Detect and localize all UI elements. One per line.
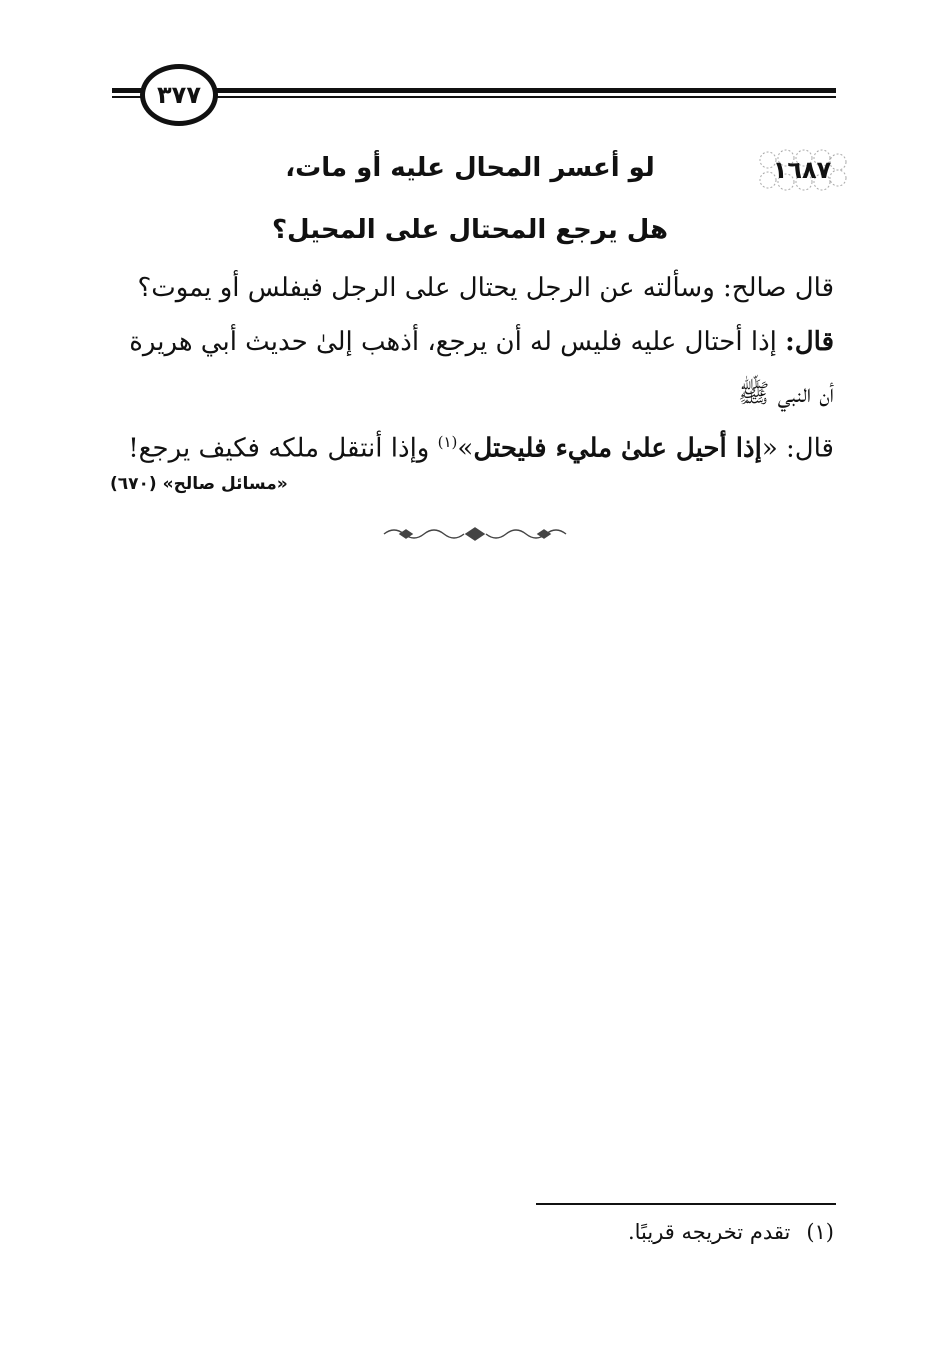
body-line-4-prefix: قال: « — [761, 433, 834, 464]
entry-number: ١٦٨٧ — [772, 156, 832, 184]
body-line-1: قال صالح: وسألته عن الرجل يحتال على الرجل فيفلس أو يموت؟ — [137, 273, 834, 303]
page-number-text: ٣٧٧ — [157, 81, 201, 109]
entry-heading-line-1: لو أعسر المحال عليه أو مات، — [285, 153, 655, 183]
body-line-3: أن النبي ﷺ — [737, 379, 834, 409]
footnote-marker: (١) — [806, 1220, 834, 1244]
footnote-rule — [536, 1203, 836, 1205]
speaker-label: قال: — [785, 327, 834, 357]
divider-ornament-icon — [380, 526, 570, 542]
page-number — [140, 64, 218, 126]
footnote — [628, 1220, 834, 1244]
body-line-2 — [129, 322, 834, 362]
footnote-text: تقدم تخريجه قريبًا. — [627, 1220, 791, 1244]
header-rule — [112, 88, 836, 98]
body-line-4 — [128, 422, 834, 469]
footnote-ref: (١) — [437, 433, 458, 451]
body-line-2-text: إذا أحتال عليه فليس له أن يرجع، أذهب إلىٰ حديث أبي هريرة — [129, 327, 786, 357]
entry-number-badge — [756, 148, 848, 192]
body-line-4-suffix: » — [457, 433, 474, 464]
source-citation: «مسائل صالح» (٦٧٠) — [110, 474, 288, 494]
entry-heading-line-2: هل يرجع المحتال على المحيل؟ — [271, 215, 669, 245]
body-line-4-rest: وإذا أنتقل ملكه فكيف يرجع! — [128, 433, 438, 464]
hadith-quote: إذا أحيل علىٰ مليء فليحتل — [473, 433, 762, 464]
